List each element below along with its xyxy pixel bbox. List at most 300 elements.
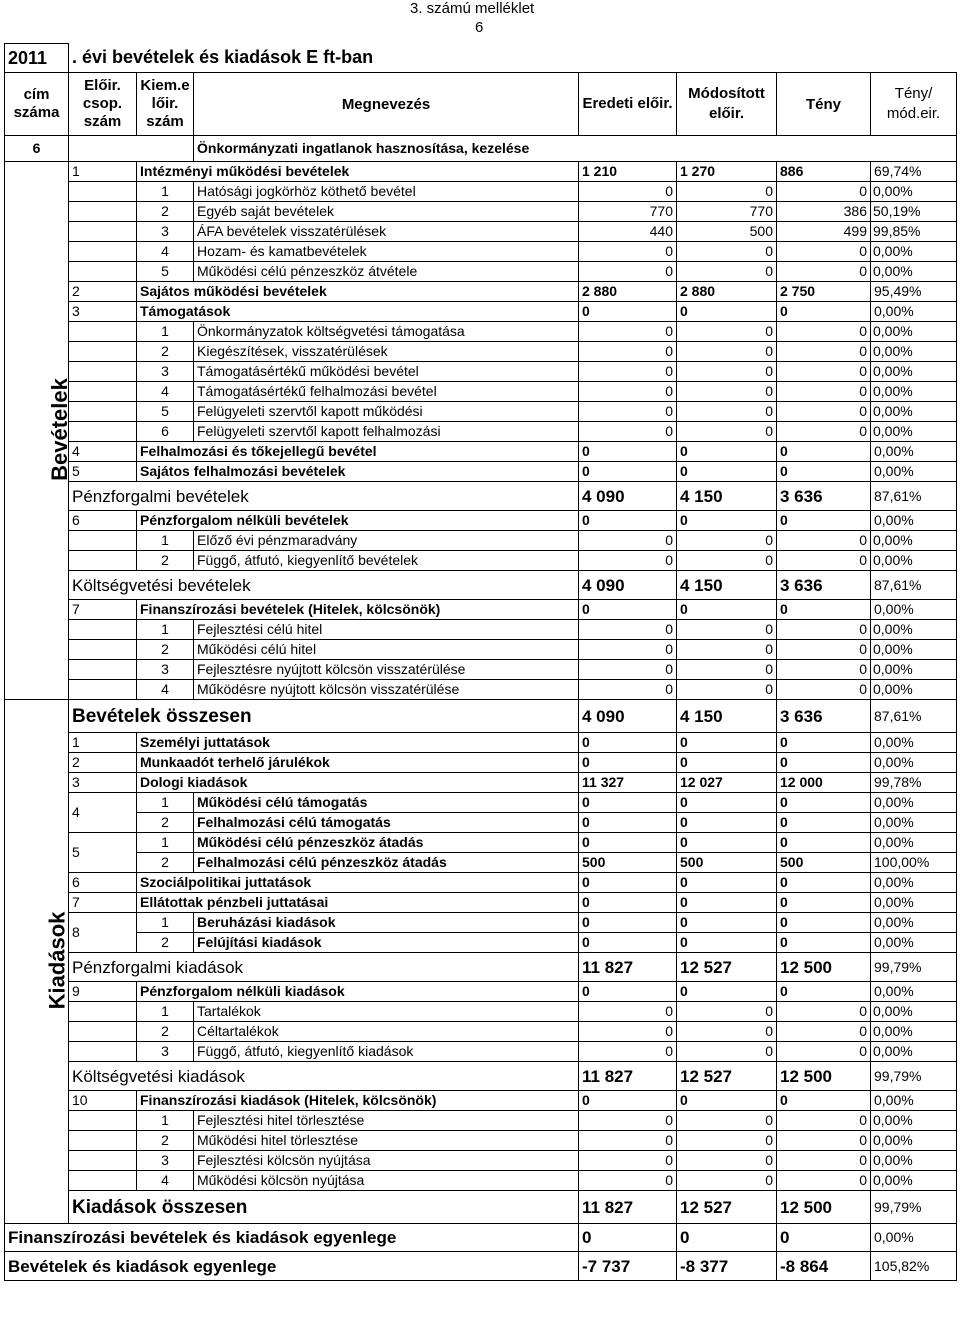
modositott-value: 0	[677, 813, 777, 833]
group-row	[5, 893, 957, 913]
group-number: 9	[69, 982, 137, 1002]
header-kiem: Kiem.e lőir. szám	[137, 73, 194, 136]
teny-value: 0	[777, 262, 871, 282]
teny-value: 0	[777, 833, 871, 853]
eredeti-value: 0	[579, 982, 677, 1002]
group-name: Dologi kiadások	[137, 773, 579, 793]
teny-mod-percent: 0,00%	[871, 933, 957, 953]
sub-row	[5, 640, 957, 660]
eredeti-value: 11 827	[579, 1191, 677, 1224]
modositott-value: 0	[677, 933, 777, 953]
modositott-value: 4 150	[677, 571, 777, 600]
group-number-cell	[69, 322, 137, 342]
header-megnevezes: Megnevezés	[194, 73, 579, 136]
sub-row	[5, 382, 957, 402]
teny-value: 886	[777, 162, 871, 182]
sub-row	[5, 342, 957, 362]
teny-mod-percent: 0,00%	[871, 1042, 957, 1062]
teny-value: 0	[777, 753, 871, 773]
total-row	[5, 953, 957, 982]
teny-mod-percent: 0,00%	[871, 302, 957, 322]
item-number: 1	[137, 322, 194, 342]
item-name: Kiegészítések, visszatérülések	[194, 342, 579, 362]
teny-value: 12 000	[777, 773, 871, 793]
group-row	[5, 813, 957, 833]
teny-value: 0	[777, 382, 871, 402]
modositott-value: 0	[677, 362, 777, 382]
group-number-cell	[69, 1022, 137, 1042]
modositott-value: 0	[677, 833, 777, 853]
eredeti-value: 0	[579, 402, 677, 422]
item-number: 2	[137, 551, 194, 571]
group-row	[5, 982, 957, 1002]
group-number-cell	[69, 551, 137, 571]
item-name: Fejlesztési kölcsön nyújtása	[194, 1151, 579, 1171]
budget-table	[4, 43, 957, 1281]
group-number-cell	[69, 262, 137, 282]
item-number: 4	[137, 382, 194, 402]
teny-mod-percent: 0,00%	[871, 893, 957, 913]
eredeti-value: 11 827	[579, 1062, 677, 1091]
group-name: Támogatások	[137, 302, 579, 322]
eredeti-value: 0	[579, 1171, 677, 1191]
modositott-value: 0	[677, 1131, 777, 1151]
teny-mod-percent: 0,00%	[871, 680, 957, 700]
group-number-cell	[69, 422, 137, 442]
group-number-cell	[69, 1002, 137, 1022]
eredeti-value: 0	[579, 733, 677, 753]
teny-value: 0	[777, 342, 871, 362]
modositott-value: 0	[677, 893, 777, 913]
eredeti-value: -7 737	[579, 1252, 677, 1281]
eredeti-value: 0	[579, 893, 677, 913]
eredeti-value: 2 880	[579, 282, 677, 302]
sub-row	[5, 551, 957, 571]
item-number: 2	[137, 342, 194, 362]
group-name: Ellátottak pénzbeli juttatásai	[137, 893, 579, 913]
group-row	[5, 511, 957, 531]
teny-mod-percent: 0,00%	[871, 462, 957, 482]
group-row	[5, 753, 957, 773]
group-name: Finanszírozási bevételek (Hitelek, kölcsönök)	[137, 600, 579, 620]
modositott-value: 0	[677, 680, 777, 700]
group-name: Finanszírozási kiadások (Hitelek, kölcsönök)	[137, 1091, 579, 1111]
item-name: Működési kölcsön nyújtása	[194, 1171, 579, 1191]
item-number: 5	[137, 262, 194, 282]
item-name: Működési célú hitel	[194, 640, 579, 660]
item-number: 1	[137, 1111, 194, 1131]
teny-value: 0	[777, 640, 871, 660]
teny-mod-percent: 0,00%	[871, 600, 957, 620]
teny-value: 0	[777, 302, 871, 322]
teny-value: 12 500	[777, 953, 871, 982]
sub-row	[5, 1151, 957, 1171]
item-number: 2	[137, 640, 194, 660]
group-row	[5, 913, 957, 933]
group-number: 5	[69, 833, 137, 873]
teny-value: 0	[777, 442, 871, 462]
modositott-value: 4 150	[677, 700, 777, 733]
modositott-value: 0	[677, 1002, 777, 1022]
item-name: Egyéb saját bevételek	[194, 202, 579, 222]
item-name: Hozam- és kamatbevételek	[194, 242, 579, 262]
eredeti-value: 0	[579, 660, 677, 680]
sub-row	[5, 1131, 957, 1151]
section-name: Önkormányzati ingatlanok hasznosítása, kezelése	[194, 136, 957, 162]
teny-mod-percent: 0,00%	[871, 660, 957, 680]
teny-mod-percent: 0,00%	[871, 511, 957, 531]
item-number: 2	[137, 813, 194, 833]
group-row	[5, 933, 957, 953]
teny-mod-percent: 0,00%	[871, 1111, 957, 1131]
item-number: 1	[137, 913, 194, 933]
teny-mod-percent: 0,00%	[871, 262, 957, 282]
sub-row	[5, 660, 957, 680]
group-row	[5, 442, 957, 462]
group-number: 8	[69, 913, 137, 953]
modositott-value: 0	[677, 302, 777, 322]
group-number: 7	[69, 600, 137, 620]
total-row	[5, 1191, 957, 1224]
eredeti-value: 11 327	[579, 773, 677, 793]
total-row	[5, 482, 957, 511]
modositott-value: 0	[677, 322, 777, 342]
eredeti-value: 0	[579, 262, 677, 282]
teny-mod-percent: 0,00%	[871, 793, 957, 813]
eredeti-value: 0	[579, 342, 677, 362]
total-label: Kiadások összesen	[69, 1191, 579, 1224]
eredeti-value: 440	[579, 222, 677, 242]
teny-value: 0	[777, 982, 871, 1002]
teny-value: 499	[777, 222, 871, 242]
item-number: 1	[137, 1002, 194, 1022]
group-name: Munkaadót terhelő járulékok	[137, 753, 579, 773]
item-name: Önkormányzatok költségvetési támogatása	[194, 322, 579, 342]
item-number: 3	[137, 1042, 194, 1062]
eredeti-value: 0	[579, 322, 677, 342]
group-name: Sajátos felhalmozási bevételek	[137, 462, 579, 482]
group-row	[5, 873, 957, 893]
teny-value: 386	[777, 202, 871, 222]
title-text: . évi bevételek és kiadások E ft-ban	[69, 44, 957, 73]
item-number: 3	[137, 1151, 194, 1171]
item-number: 4	[137, 1171, 194, 1191]
group-number-cell	[69, 362, 137, 382]
sub-row	[5, 322, 957, 342]
group-row	[5, 733, 957, 753]
group-number-cell	[69, 1171, 137, 1191]
eredeti-value: 0	[579, 1022, 677, 1042]
sub-row	[5, 531, 957, 551]
item-number: 1	[137, 620, 194, 640]
item-name: Előző évi pénzmaradvány	[194, 531, 579, 551]
section-number: 6	[5, 136, 69, 162]
footer-label: Bevételek és kiadások egyenlege	[5, 1252, 579, 1281]
eredeti-value: 0	[579, 462, 677, 482]
modositott-value: 0	[677, 382, 777, 402]
item-number: 4	[137, 680, 194, 700]
eredeti-value: 0	[579, 913, 677, 933]
item-number: 1	[137, 793, 194, 813]
eredeti-value: 4 090	[579, 700, 677, 733]
teny-mod-percent: 0,00%	[871, 873, 957, 893]
teny-mod-percent: 0,00%	[871, 1171, 957, 1191]
modositott-value: 0	[677, 913, 777, 933]
teny-mod-percent: 69,74%	[871, 162, 957, 182]
modositott-value: 12 527	[677, 1062, 777, 1091]
group-number: 3	[69, 302, 137, 322]
teny-mod-percent: 0,00%	[871, 242, 957, 262]
teny-mod-percent: 0,00%	[871, 1224, 957, 1252]
item-name: Felújítási kiadások	[194, 933, 579, 953]
item-number: 2	[137, 1022, 194, 1042]
page-number: 6	[475, 19, 484, 36]
item-number: 2	[137, 202, 194, 222]
footer-row	[5, 1252, 957, 1281]
teny-mod-percent: 50,19%	[871, 202, 957, 222]
teny-value: 0	[777, 600, 871, 620]
teny-mod-percent: 0,00%	[871, 322, 957, 342]
modositott-value: 500	[677, 853, 777, 873]
sub-row	[5, 422, 957, 442]
teny-mod-percent: 0,00%	[871, 182, 957, 202]
item-name: Működésre nyújtott kölcsön visszatérülése	[194, 680, 579, 700]
total-label: Pénzforgalmi bevételek	[69, 482, 579, 511]
modositott-value: 12 527	[677, 1191, 777, 1224]
modositott-value: 0	[677, 982, 777, 1002]
item-name: Fejlesztésre nyújtott kölcsön visszatérülése	[194, 660, 579, 680]
teny-mod-percent: 0,00%	[871, 442, 957, 462]
annex-title: 3. számú melléklet	[410, 0, 535, 17]
eredeti-value: 0	[579, 833, 677, 853]
teny-mod-percent: 0,00%	[871, 753, 957, 773]
modositott-value: 12 527	[677, 953, 777, 982]
group-number-cell	[69, 660, 137, 680]
teny-value: 0	[777, 551, 871, 571]
eredeti-value: 1 210	[579, 162, 677, 182]
group-number: 6	[69, 511, 137, 531]
modositott-value: 0	[677, 462, 777, 482]
teny-mod-percent: 99,79%	[871, 1062, 957, 1091]
item-name: Céltartalékok	[194, 1022, 579, 1042]
group-number: 5	[69, 462, 137, 482]
total-label: Költségvetési kiadások	[69, 1062, 579, 1091]
sub-row	[5, 680, 957, 700]
group-number-cell	[69, 620, 137, 640]
total-label: Bevételek összesen	[69, 700, 579, 733]
teny-mod-percent: 105,82%	[871, 1252, 957, 1281]
teny-value: 3 636	[777, 700, 871, 733]
group-row	[5, 853, 957, 873]
group-number: 4	[69, 442, 137, 462]
modositott-value: 0	[677, 342, 777, 362]
teny-value: 0	[777, 1002, 871, 1022]
eredeti-value: 0	[579, 1002, 677, 1022]
item-number: 5	[137, 402, 194, 422]
modositott-value: 0	[677, 1042, 777, 1062]
teny-value: 0	[777, 182, 871, 202]
header-eredeti: Eredeti előir.	[579, 73, 677, 136]
eredeti-value: 4 090	[579, 482, 677, 511]
group-number: 6	[69, 873, 137, 893]
sub-row	[5, 362, 957, 382]
group-row	[5, 773, 957, 793]
teny-value: 0	[777, 793, 871, 813]
modositott-value: 0	[677, 442, 777, 462]
item-number: 1	[137, 182, 194, 202]
eredeti-value: 0	[579, 302, 677, 322]
modositott-value: 0	[677, 620, 777, 640]
group-number: 4	[69, 793, 137, 833]
group-number: 2	[69, 282, 137, 302]
eredeti-value: 11 827	[579, 953, 677, 982]
eredeti-value: 0	[579, 382, 677, 402]
total-label: Költségvetési bevételek	[69, 571, 579, 600]
teny-mod-percent: 0,00%	[871, 342, 957, 362]
modositott-value: 0	[677, 1022, 777, 1042]
modositott-value: 0	[677, 793, 777, 813]
eredeti-value: 0	[579, 793, 677, 813]
header-teny: Tény	[777, 73, 871, 136]
teny-mod-percent: 0,00%	[871, 1091, 957, 1111]
item-name: Függő, átfutó, kiegyenlítő bevételek	[194, 551, 579, 571]
item-name: Működési célú pénzeszköz átvétele	[194, 262, 579, 282]
teny-mod-percent: 0,00%	[871, 362, 957, 382]
teny-value: -8 864	[777, 1252, 871, 1281]
eredeti-value: 0	[579, 620, 677, 640]
teny-value: 0	[777, 1131, 871, 1151]
item-name: Működési célú támogatás	[194, 793, 579, 813]
eredeti-value: 0	[579, 1091, 677, 1111]
modositott-value: 0	[677, 242, 777, 262]
teny-mod-percent: 99,79%	[871, 953, 957, 982]
teny-value: 0	[777, 933, 871, 953]
group-number: 7	[69, 893, 137, 913]
teny-value: 0	[777, 813, 871, 833]
teny-value: 0	[777, 893, 871, 913]
group-number-cell	[69, 1042, 137, 1062]
teny-mod-percent: 0,00%	[871, 982, 957, 1002]
group-row	[5, 462, 957, 482]
item-name: Felhalmozási célú pénzeszköz átadás	[194, 853, 579, 873]
modositott-value: 0	[677, 733, 777, 753]
teny-value: 0	[777, 1042, 871, 1062]
group-row	[5, 600, 957, 620]
eredeti-value: 0	[579, 442, 677, 462]
modositott-value: 0	[677, 600, 777, 620]
modositott-value: 770	[677, 202, 777, 222]
item-number: 3	[137, 222, 194, 242]
group-name: Szociálpolitikai juttatások	[137, 873, 579, 893]
group-name: Felhalmozási és tőkejellegű bevétel	[137, 442, 579, 462]
item-name: Támogatásértékű működési bevétel	[194, 362, 579, 382]
group-number-cell	[69, 402, 137, 422]
sub-row	[5, 222, 957, 242]
item-number: 4	[137, 242, 194, 262]
modositott-value: 0	[677, 402, 777, 422]
sub-row	[5, 1171, 957, 1191]
eredeti-value: 0	[579, 933, 677, 953]
teny-mod-percent: 87,61%	[871, 571, 957, 600]
modositott-value: 0	[677, 551, 777, 571]
eredeti-value: 0	[579, 1224, 677, 1252]
teny-value: 0	[777, 1171, 871, 1191]
sub-row	[5, 1002, 957, 1022]
modositott-value: 2 880	[677, 282, 777, 302]
modositott-value: 0	[677, 753, 777, 773]
group-row	[5, 833, 957, 853]
title-year: 2011	[5, 44, 69, 73]
sub-row	[5, 1111, 957, 1131]
teny-mod-percent: 87,61%	[871, 700, 957, 733]
eredeti-value: 0	[579, 1042, 677, 1062]
teny-value: 3 636	[777, 571, 871, 600]
modositott-value: 0	[677, 1224, 777, 1252]
teny-value: 0	[777, 462, 871, 482]
modositott-value: 0	[677, 1171, 777, 1191]
teny-mod-percent: 0,00%	[871, 1002, 957, 1022]
modositott-value: 0	[677, 660, 777, 680]
teny-value: 0	[777, 680, 871, 700]
modositott-value: 0	[677, 531, 777, 551]
teny-mod-percent: 0,00%	[871, 422, 957, 442]
eredeti-value: 0	[579, 551, 677, 571]
teny-value: 3 636	[777, 482, 871, 511]
teny-value: 0	[777, 402, 871, 422]
section-row	[5, 136, 957, 162]
teny-value: 0	[777, 620, 871, 640]
modositott-value: 12 027	[677, 773, 777, 793]
sub-row	[5, 262, 957, 282]
group-row	[5, 282, 957, 302]
item-name: Függő, átfutó, kiegyenlítő kiadások	[194, 1042, 579, 1062]
header-cim-szama: cím száma	[5, 73, 69, 136]
item-number: 2	[137, 1131, 194, 1151]
group-row	[5, 1091, 957, 1111]
group-number-cell	[69, 182, 137, 202]
group-number-cell	[69, 531, 137, 551]
eredeti-value: 770	[579, 202, 677, 222]
header-teny-mod: Tény/ mód.eir.	[871, 73, 957, 136]
eredeti-value: 0	[579, 531, 677, 551]
group-name: Személyi juttatások	[137, 733, 579, 753]
item-name: Működési hitel törlesztése	[194, 1131, 579, 1151]
sub-row	[5, 1042, 957, 1062]
eredeti-value: 0	[579, 680, 677, 700]
teny-mod-percent: 0,00%	[871, 1131, 957, 1151]
eredeti-value: 0	[579, 600, 677, 620]
group-number: 2	[69, 753, 137, 773]
modositott-value: 0	[677, 873, 777, 893]
group-name: Pénzforgalom nélküli bevételek	[137, 511, 579, 531]
modositott-value: 1 270	[677, 162, 777, 182]
item-number: 2	[137, 853, 194, 873]
teny-mod-percent: 0,00%	[871, 733, 957, 753]
teny-value: 0	[777, 531, 871, 551]
teny-mod-percent: 0,00%	[871, 551, 957, 571]
footer-row	[5, 1224, 957, 1252]
item-name: Működési célú pénzeszköz átadás	[194, 833, 579, 853]
teny-mod-percent: 0,00%	[871, 531, 957, 551]
group-number-cell	[69, 342, 137, 362]
teny-value: 12 500	[777, 1062, 871, 1091]
item-name: ÁFA bevételek visszatérülések	[194, 222, 579, 242]
group-name: Intézményi működési bevételek	[137, 162, 579, 182]
modositott-value: 0	[677, 511, 777, 531]
group-number-cell	[69, 382, 137, 402]
group-name: Sajátos működési bevételek	[137, 282, 579, 302]
item-name: Beruházási kiadások	[194, 913, 579, 933]
